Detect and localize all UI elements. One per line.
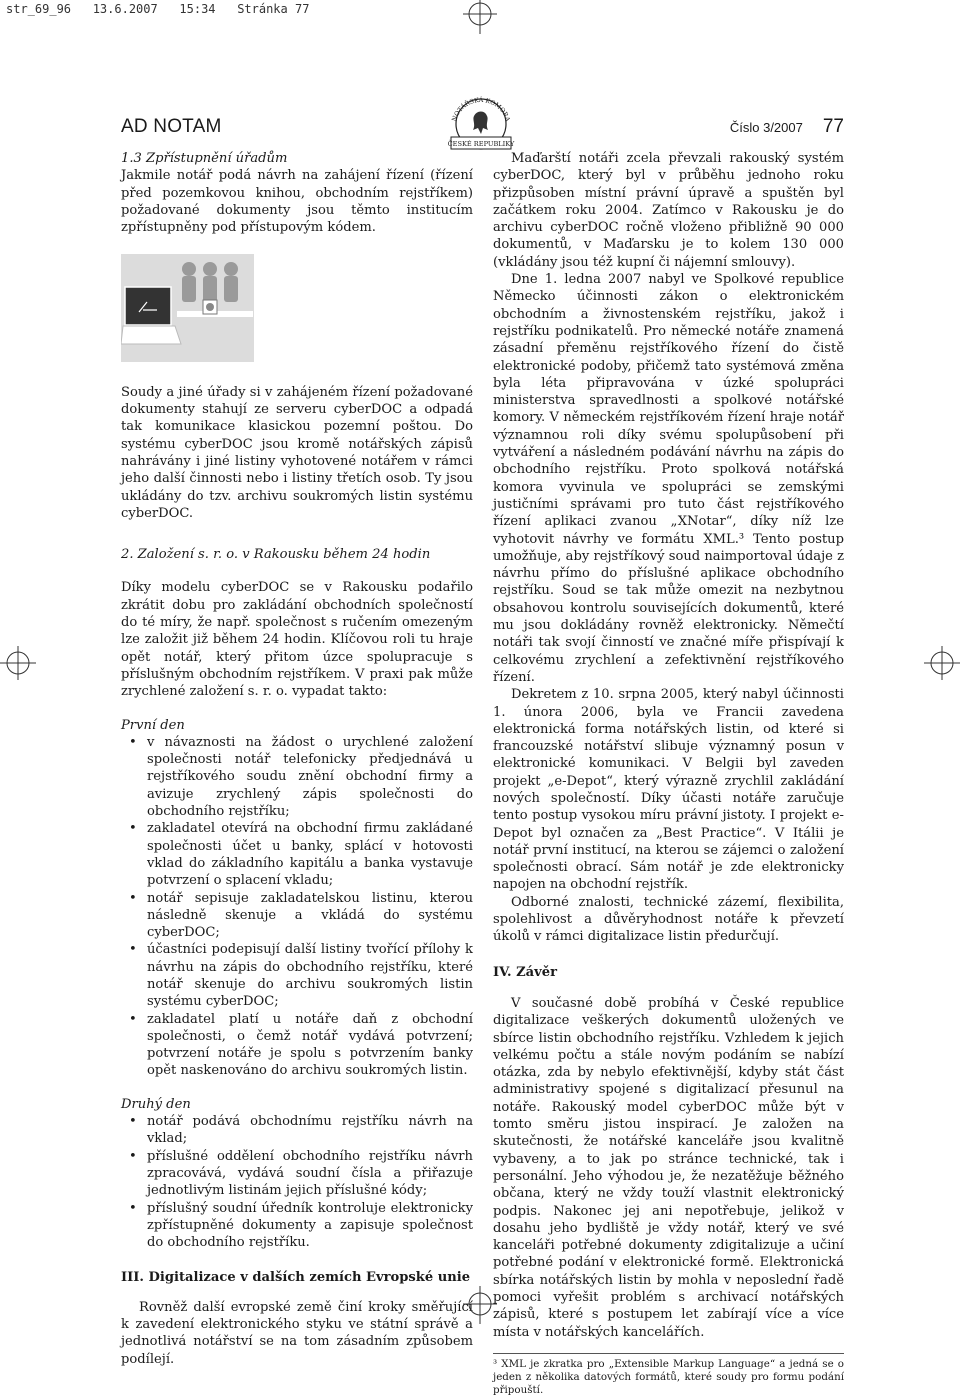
issue-info [730, 116, 844, 138]
page-number: 77 [822, 116, 844, 137]
paragraph-expertise: Odborné znalosti, technické zázemí, flexibilita, spolehlivost a důvěryhodnost notáře k převzetí úkolů v rámci digitalizace listin předurčují. [493, 894, 844, 945]
list-item: • notář podává obchodnímu rejstříku návrh na vklad; [147, 1113, 473, 1148]
list-item: • zakladatel otevírá na obchodní firmu zakládané společnosti účet u banky, splácí v hotovosti vklad do základního kapitálu a banka vystavuje potvrzení o splacení vkladu; [147, 820, 473, 889]
footnote-3: ³ XML je zkratka pro „Extensible Markup Language“ a jedná se o jeden z několika datových formátů, které soudy pro formu podání připouští. [493, 1353, 844, 1397]
paragraph-germany: Dne 1. ledna 2007 nabyl ve Spolkové republice Německo účinnosti zákon o elektronickém obchodním a živnostenském rejstříku, jakož i rejstříku podnikatelů. Pro německé notáře znamená zásadní přeměnu rejstříkového řízení do čistě elektronické podoby, přičemž tato systémová změna byla léta připravována v úzké spolupráci ministerstva spravedlnosti a spolkové notářské komory. V německém rejstříkovém řízení hraje notář významnou roli díky svému spolupůsobení při vytváření a následném podávání návrhu na zápis do obchodního rejstříku. Proto spolková notářská komora vyvinula ve spolupráci se zemskými justičními správami pro tuto část rejstříkového řízení aplikaci zvanou „XNotar“, díky níž lze vyhotovit návrhy ve formátu XML.³ Tento postup umožňuje, aby rejstříkový soud naimportoval údaje z návrhu přímo do příslušné aplikace obchodního rejstříku. Soud se tak může omezit na nezbytnou obsahovou kontrolu souvisejících dokumentů, které mu jsou dokládány rovněž elektronicky. Němečtí notáři tak svojí činností ve značné míře přispívají k celkovému zrychlení a zefektivnění rejstříkového řízení. [493, 272, 844, 685]
section-3-title: III. Digitalizace v dalších zemích Evropské unie [121, 1270, 471, 1286]
registration-mark-left [0, 642, 40, 684]
list-item: • účastníci podepisují další listiny tvořící přílohy k návrhu na zápis do obchodního rejstříku, které notář skenuje do archivu soukromých listin systému cyberDOC; [147, 941, 473, 1010]
paragraph-france-belgium-italy: Dekretem z 10. srpna 2005, který nabyl účinnosti 1. února 2006, byla ve Francii zavedena elektronická forma notářských listin, od které si francouzské notářství slibuje významný posun v elektronické komunikaci. V Belgii byl zaveden projekt „e-Depot“, který výrazně zrychlil zakládání nových společností. Díky účasti notáře zaručuje tento postup vysokou míru právní jistoty. I projekt e-Depot byl označen za „Best Practice“. V Itálii je notář první institucí, na kterou se zájemci o založení společnosti obrací. Sám notář je zde elektronicky napojen na obchodní rejstřík. [493, 687, 844, 893]
section-1-3-title: 1.3 Zpřístupnění úřadům [121, 151, 288, 166]
day2-list [121, 1113, 473, 1251]
list-item: • příslušné oddělení obchodního rejstříku návrh zpracovává, vydává soudní čísla a přiřazuje jednotlivým listinám jejich příslušné kódy; [147, 1148, 473, 1200]
people-icon [182, 262, 238, 302]
section-1-3-text: Jakmile notář podá návrh na zahájení řízení (řízení před pozemkovou knihou, obchodním rejstříkem) požadované dokumenty jsou těmto institucím zpřístupněny pod přístupovým kódem. [121, 168, 473, 236]
day1-list [121, 734, 473, 1080]
paragraph-hungary: Maďarští notáři zcela převzali rakouský systém cyberDOC, který byl v průběhu jednoho roku přizpůsoben místní právní úpravě a spuštěn byl začátkem roku 2004. Zatímco v Rakousku je do archivu cyberDOC ročně vloženo přibližně 90 000 dokumentů, v Maďarsku je to kolem 130 000 (vkládány jsou též kupní či nájemní smlouvy). [493, 151, 844, 270]
journal-title: AD NOTAM [121, 116, 222, 137]
issue-number: Číslo 3/2007 [729, 120, 803, 135]
print-slug: str_69_96 13.6.2007 15:34 Stránka 77 [6, 2, 310, 16]
cyberdoc-illustration [121, 254, 254, 362]
registration-mark-right [920, 642, 960, 684]
right-column [493, 150, 844, 1397]
day2-title: Druhý den [121, 1096, 191, 1112]
registration-mark-top [459, 0, 501, 36]
list-item: • notář sepisuje zakladatelskou listinu, kterou následně skenuje a vkládá do systému cyberDOC; [147, 890, 473, 942]
day1-title: První den [121, 717, 185, 733]
section-3-text: Rovněž další evropské země činí kroky směřující k zavedení elektronického styku ve státní správě a jednotlivá notářství se na tom zásadním způsobem podílejí. [121, 1299, 473, 1367]
svg-text:ČESKÉ REPUBLIKY: ČESKÉ REPUBLIKY [447, 140, 515, 148]
section-2-title: 2. Založení s. r. o. v Rakousku během 24 hodin [121, 547, 431, 563]
notary-chamber-seal-icon [441, 84, 521, 150]
figure-caption-text: Soudy a jiné úřady si v zahájeném řízení požadované dokumenty stahují ze serveru cyberDOC a odpadá tak komunikace klasickou pozemní poštou. Do systému cyberDOC jsou kromě notářských zápisů nahrávány i jiné listiny vyhotovené notářem v rámci jeho další činnosti nebo i listiny třetích osob. Ty jsou ukládány do tzv. archivu soukromých listin systému cyberDOC. [121, 384, 473, 521]
left-column [121, 150, 473, 1368]
paragraph-conclusion: V současné době probíhá v České republice digitalizace veškerých dokumentů uložených ve sbírce listin obchodního rejstříku. Vzhledem k jejich velkému počtu a stále novým podáním se nabízí otázka, zda by nebylo efektivnější, kdyby stát část administrativy spojené s digitalizací přesunul na notáře. Rakouský model cyberDOC může být v tomto směru jistou inspirací. Je založen na skutečnosti, že notářské kanceláře jsou kvalitně vybaveny, a to jak po stránce technické, tak i personální. Jeho výhodou je, že nezatěžuje běžného občana, který ne vždy touží vlastnit elektronický podpis. Nakonec jej ani nepotřebuje, jelikož v dosahu jeho bydliště je vždy notář, který ve své kanceláři potřebné dokumenty zdigitalizuje a učiní potřebné podání v elektronické formě. Elektronická sbírka notářských listin by mohla v neposlední řadě pomoci vyřešit problém s archivací notářských zápisů, které s postupem let zabírají více a více místa v notářských kancelářích. [493, 995, 844, 1340]
svg-text:NOTÁŘSKÁ KOMORA: NOTÁŘSKÁ KOMORA [450, 96, 512, 123]
list-item: • zakladatel platí u notáře daň z obchodní společnosti, o čemž notář vydává potvrzení; potvrzení notáře je spolu s potvrzením banky opět naskenováno do archivu soukromých listin. [147, 1011, 473, 1080]
section-4-title: IV. Závěr [493, 964, 557, 980]
section-2-text: Díky modelu cyberDOC se v Rakousku podařilo zkrátit dobu pro zakládání obchodních společností do té míry, že např. společnost s ručením omezeným lze založit již během 24 hodin. Klíčovou roli tu hraje opět notář, který přitom úzce spolupracuje s příslušným obchodním rejstříkem. V praxi pak může zrychlené založení s. r. o. vypadat takto: [121, 580, 473, 700]
list-item: • příslušný soudní úředník kontroluje elektronicky zpřístupněné dokumenty a zapisuje společnost do obchodního rejstříku. [147, 1200, 473, 1252]
list-item: • v návaznosti na žádost o urychlené založení společnosti notář telefonicky předjednává u rejstříkového soudu znění obchodní firmy a avizuje zrychlený zápis společnosti do obchodního rejstříku; [147, 734, 473, 820]
